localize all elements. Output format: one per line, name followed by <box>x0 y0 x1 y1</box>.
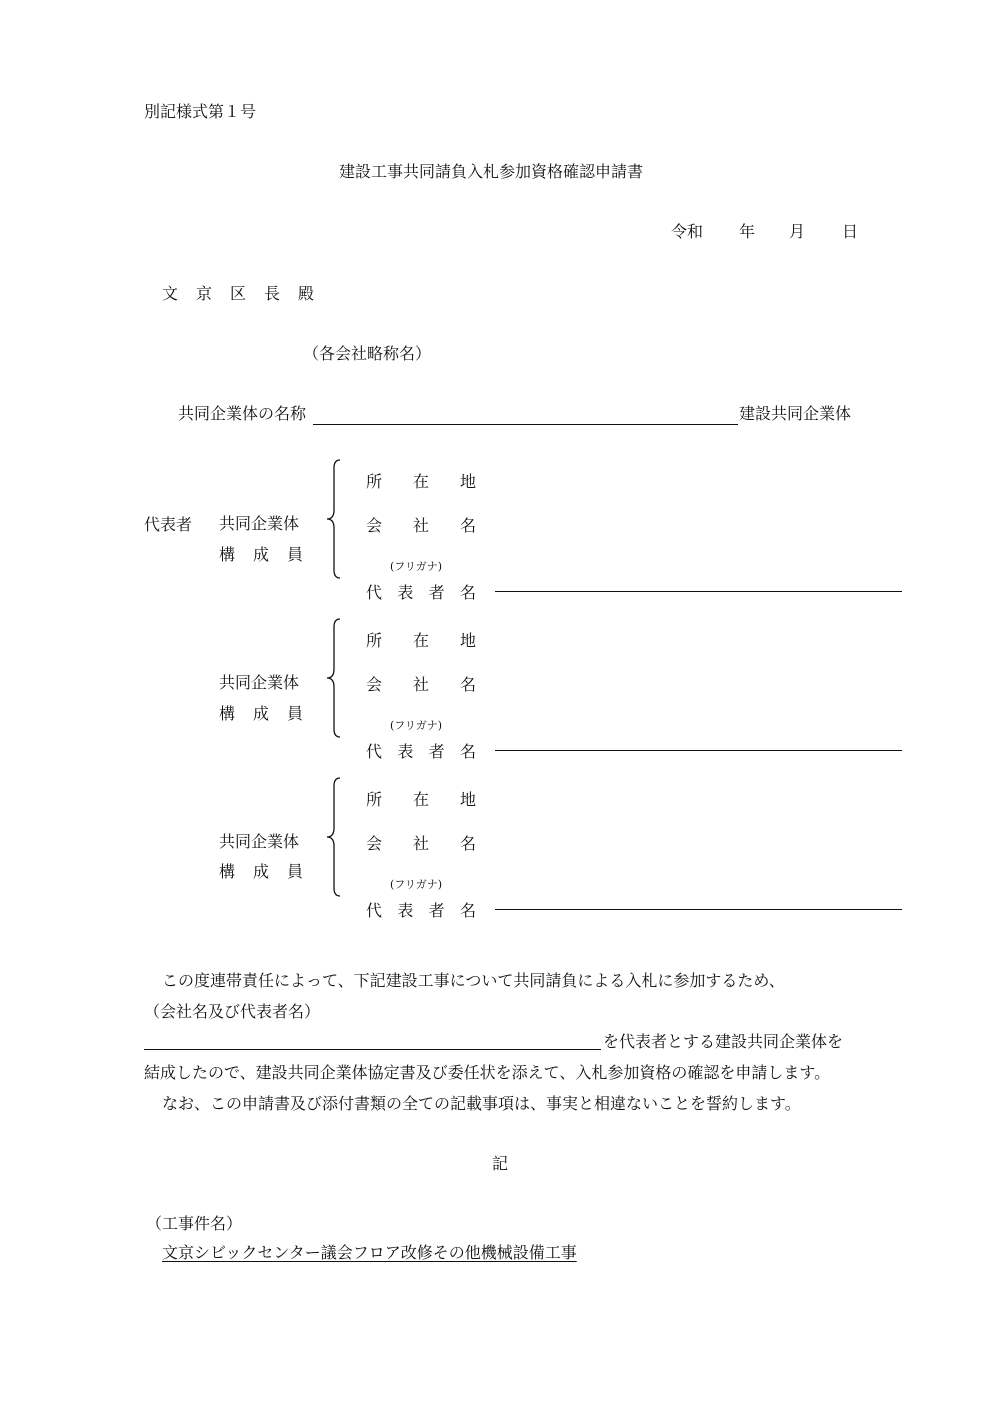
address-field-label <box>366 472 476 492</box>
label-char: 名 <box>459 901 476 920</box>
addressee-char: 区 <box>229 284 246 303</box>
label-char: 員 <box>286 862 303 881</box>
member-label: 共同企業体 <box>219 832 300 851</box>
label-char: 所 <box>366 631 383 650</box>
rep-name-field-label <box>366 583 476 603</box>
addressee <box>162 284 314 304</box>
label-char: 地 <box>459 472 476 491</box>
addressee-char: 長 <box>263 284 280 303</box>
member-label-sub <box>219 862 303 882</box>
label-char: 成 <box>252 545 269 564</box>
furigana-label: (フリガナ) <box>390 719 443 732</box>
date-day: 日 <box>842 222 859 241</box>
label-char: 在 <box>412 472 429 491</box>
member-label-sub <box>219 704 303 724</box>
project-name: 文京シビックセンター議会フロア改修その他機械設備工事 <box>162 1243 577 1262</box>
label-char: 社 <box>412 675 429 694</box>
abbreviation-label: （各会社略称名） <box>303 344 432 363</box>
body-line-4: 結成したので、建設共同企業体協定書及び委任状を添えて、入札参加資格の確認を申請します。 <box>144 1063 831 1082</box>
rep-name-blank[interactable] <box>495 591 902 592</box>
label-char: 名 <box>459 834 476 853</box>
furigana-label: (フリガナ) <box>390 560 443 573</box>
label-char: 名 <box>459 742 476 761</box>
ki-heading: 記 <box>492 1154 509 1173</box>
label-char: 所 <box>366 472 383 491</box>
jv-name-suffix: 建設共同企業体 <box>739 404 852 423</box>
label-char: 者 <box>428 742 445 761</box>
representative-label: 代表者 <box>144 515 193 534</box>
rep-name-blank[interactable] <box>495 750 902 751</box>
label-char: 所 <box>366 790 383 809</box>
label-char: 代 <box>366 583 383 602</box>
rep-name-blank[interactable] <box>495 909 902 910</box>
label-char: 構 <box>219 704 236 723</box>
label-char: 構 <box>219 862 236 881</box>
label-char: 在 <box>412 631 429 650</box>
member-label: 共同企業体 <box>219 514 300 533</box>
rep-name-field-label <box>366 742 476 762</box>
label-char: 表 <box>397 583 414 602</box>
member-label: 共同企業体 <box>219 673 300 692</box>
body-line-1: この度連帯責任によって、下記建設工事について共同請負による入札に参加するため、 <box>162 971 785 990</box>
label-char: 在 <box>412 790 429 809</box>
label-char: 代 <box>366 742 383 761</box>
body-line-5: なお、この申請書及び添付書類の全ての記載事項は、事実と相違ないことを誓約します。 <box>162 1094 801 1113</box>
body-line-3: を代表者とする建設共同企業体を <box>603 1032 844 1051</box>
member-label-sub <box>219 545 303 565</box>
label-char: 会 <box>366 675 383 694</box>
address-field-label <box>366 790 476 810</box>
form-number: 別記様式第１号 <box>144 102 257 121</box>
label-char: 社 <box>412 834 429 853</box>
furigana-label: (フリガナ) <box>390 878 443 891</box>
label-char: 名 <box>459 583 476 602</box>
label-char: 成 <box>252 704 269 723</box>
left-brace-icon <box>324 458 344 580</box>
rep-name-field-label <box>366 901 476 921</box>
label-char: 者 <box>428 901 445 920</box>
addressee-char: 殿 <box>297 284 314 303</box>
label-char: 会 <box>366 516 383 535</box>
left-brace-icon <box>324 617 344 739</box>
left-brace-icon <box>324 776 344 898</box>
company-field-label <box>366 516 476 536</box>
label-char: 社 <box>412 516 429 535</box>
date-month: 月 <box>789 222 806 241</box>
label-char: 員 <box>286 545 303 564</box>
project-label: （工事件名） <box>146 1214 243 1233</box>
label-char: 地 <box>459 631 476 650</box>
label-char: 代 <box>366 901 383 920</box>
label-char: 者 <box>428 583 445 602</box>
company-field-label <box>366 834 476 854</box>
date-era: 令和 <box>671 222 704 241</box>
label-char: 名 <box>459 675 476 694</box>
label-char: 会 <box>366 834 383 853</box>
jv-name-label: 共同企業体の名称 <box>178 404 307 423</box>
representative-company-blank[interactable] <box>144 1049 601 1050</box>
label-char: 地 <box>459 790 476 809</box>
date-year: 年 <box>739 222 756 241</box>
label-char: 名 <box>459 516 476 535</box>
company-field-label <box>366 675 476 695</box>
addressee-char: 文 <box>162 284 179 303</box>
address-field-label <box>366 631 476 651</box>
label-char: 表 <box>397 742 414 761</box>
body-line-2: （会社名及び代表者名） <box>144 1002 321 1021</box>
document-title: 建設工事共同請負入札参加資格確認申請書 <box>339 162 644 181</box>
addressee-char: 京 <box>195 284 212 303</box>
label-char: 構 <box>219 545 236 564</box>
label-char: 表 <box>397 901 414 920</box>
label-char: 成 <box>252 862 269 881</box>
jv-name-blank[interactable] <box>313 424 738 425</box>
label-char: 員 <box>286 704 303 723</box>
